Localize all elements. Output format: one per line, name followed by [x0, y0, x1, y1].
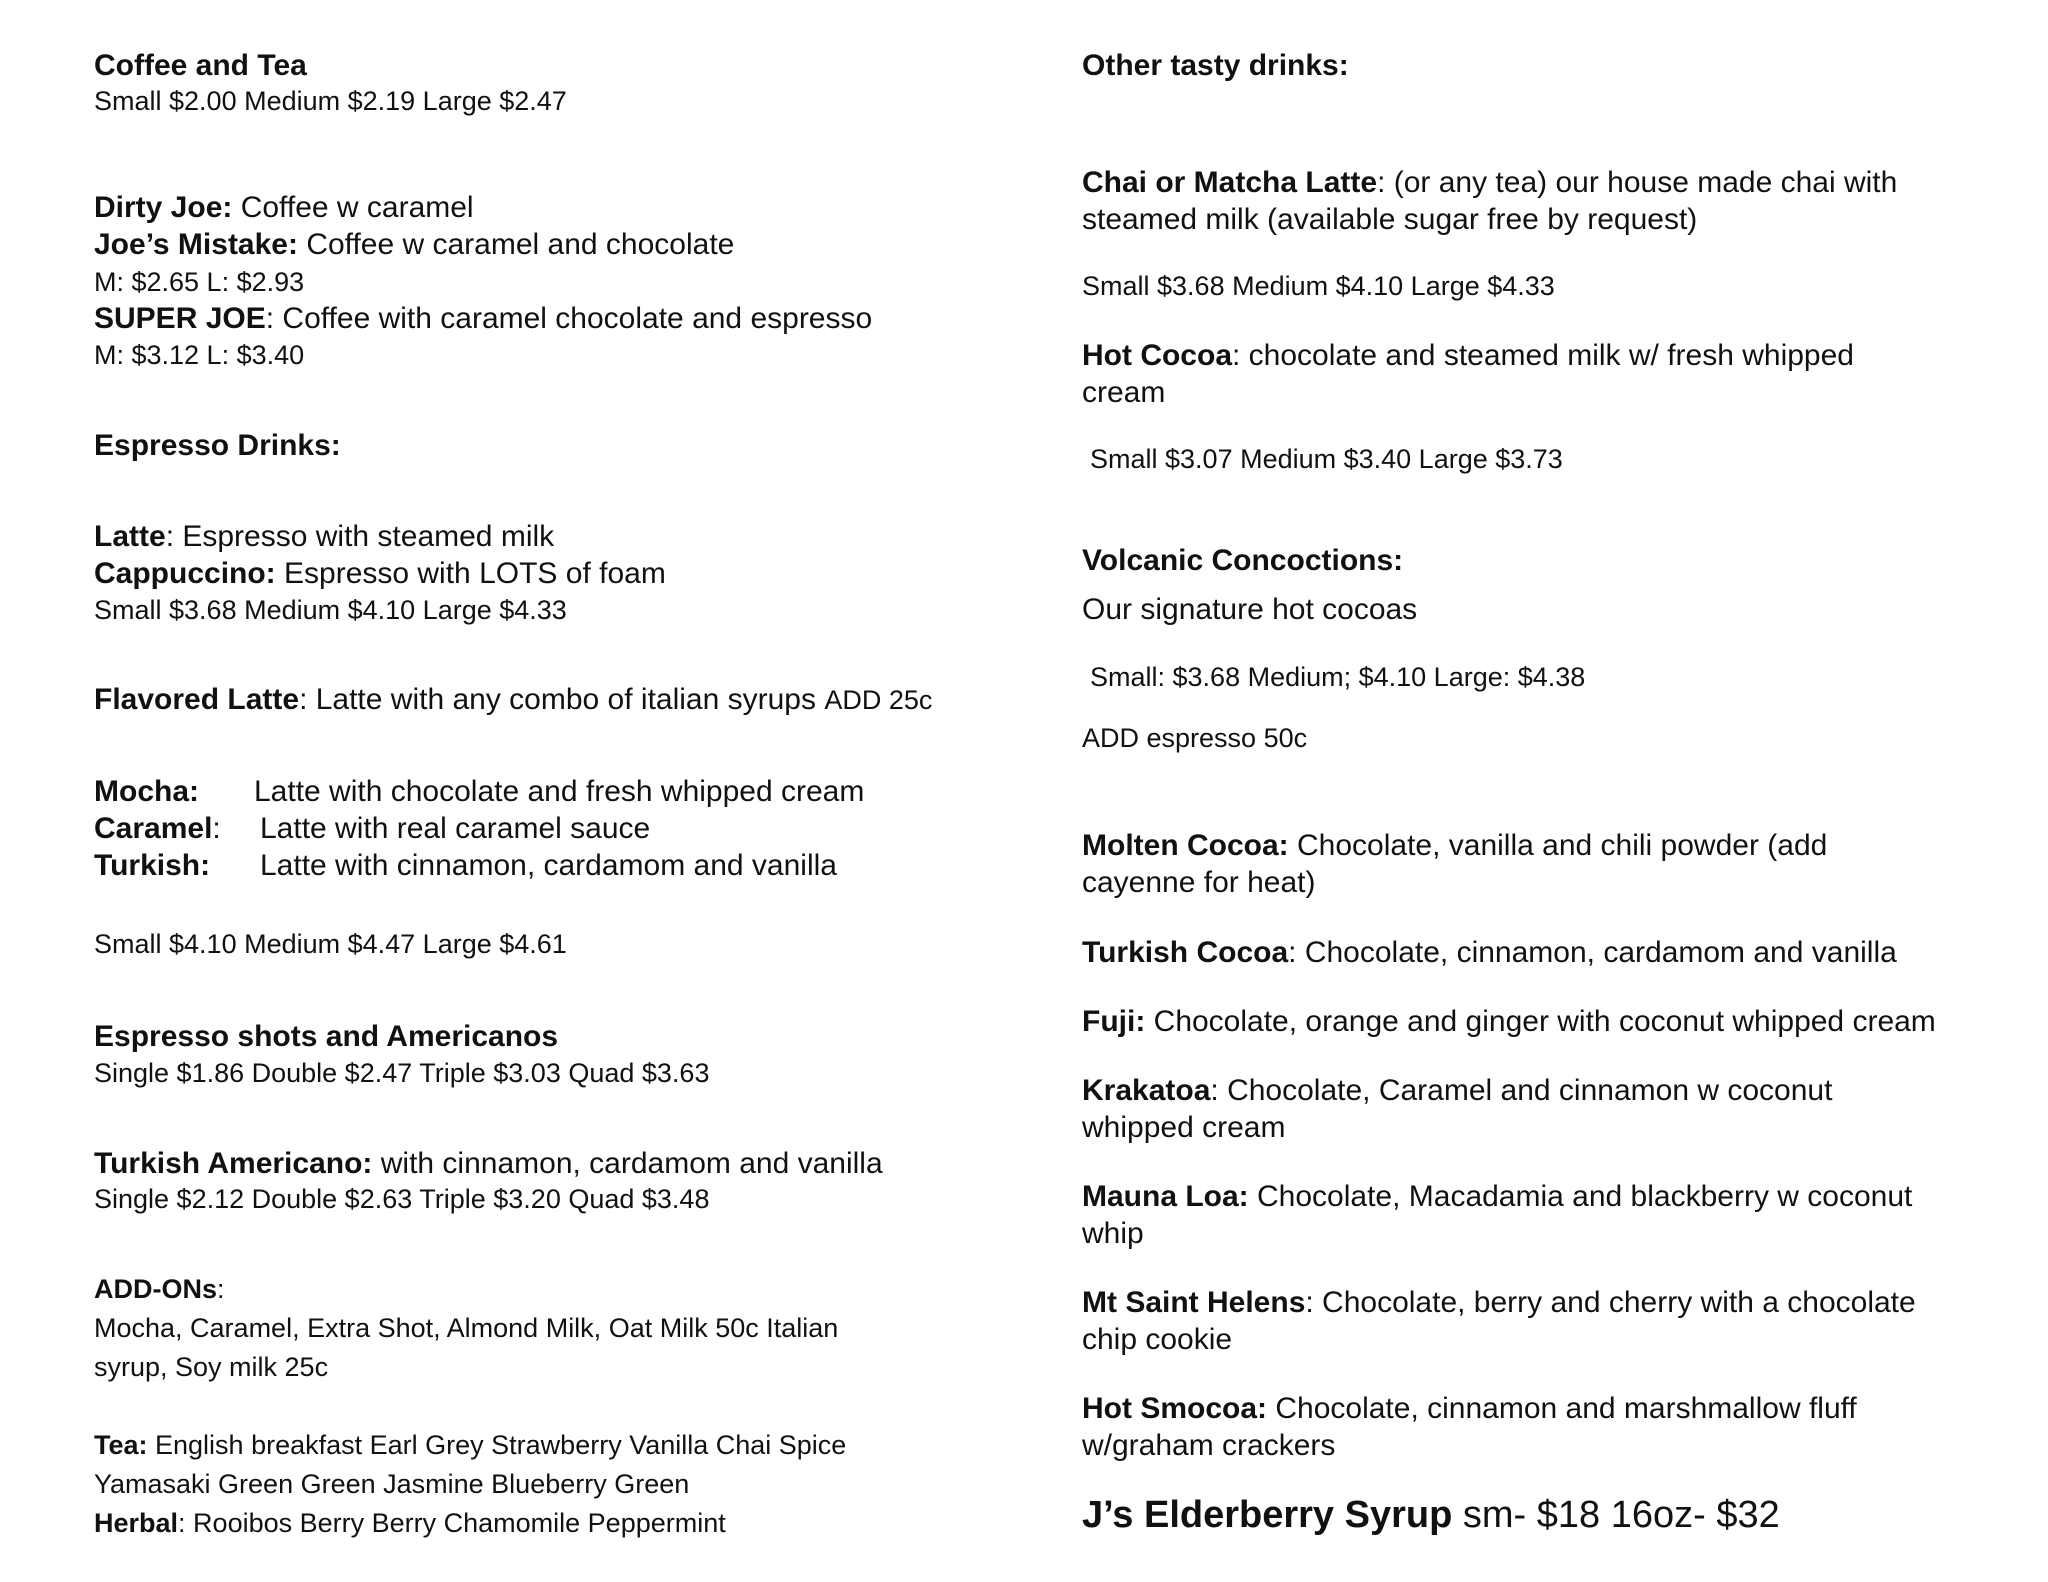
- fuji-desc: Chocolate, orange and ginger with coconut whipped cream: [1145, 1005, 1936, 1038]
- hot-cocoa-desc: : chocolate and steamed milk w/ fresh whipped: [1232, 339, 1854, 372]
- dirty-joe-desc: Coffee w caramel: [232, 191, 474, 224]
- herbal-label: Herbal: [94, 1508, 179, 1538]
- saint-helens-name: Mt Saint Helens: [1082, 1286, 1306, 1319]
- espresso-prices: Small $3.68 Medium $4.10 Large $4.33: [94, 595, 567, 625]
- tea-items: English breakfast Earl Grey Strawberry Vanilla Chai Spice: [147, 1430, 847, 1460]
- turkish: [94, 847, 837, 884]
- super-joe-desc: : Coffee with caramel chocolate and espresso: [265, 302, 873, 335]
- krakatoa-name: Krakatoa: [1082, 1074, 1211, 1107]
- coffee-tea-prices: Small $2.00 Medium $2.19 Large $2.47: [94, 86, 567, 116]
- krakatoa-desc: : Chocolate, Caramel and cinnamon w coconut: [1210, 1074, 1833, 1107]
- joes-mistake-name: Joe’s Mistake:: [94, 228, 298, 261]
- coffee-tea-title: Coffee and Tea: [94, 49, 307, 82]
- latte: [94, 518, 554, 555]
- hot-smocoa-line1: [1082, 1390, 1857, 1427]
- flavored-latte: [94, 681, 932, 719]
- flavored-latte-add: ADD 25c: [824, 685, 933, 715]
- mocha-name: Mocha:: [94, 775, 199, 808]
- hot-cocoa-name: Hot Cocoa: [1082, 339, 1232, 372]
- shots-title: Espresso shots and Americanos: [94, 1020, 559, 1053]
- hot-smocoa-name: Hot Smocoa:: [1082, 1392, 1268, 1425]
- turkish-americano-desc: with cinnamon, cardamom and vanilla: [372, 1147, 883, 1180]
- hot-cocoa-prices: Small $3.07 Medium $3.40 Large $3.73: [1090, 444, 1563, 474]
- joes-mistake: [94, 226, 734, 263]
- latte-desc: : Espresso with steamed milk: [165, 520, 555, 553]
- turkish-name: Turkish:: [94, 849, 211, 882]
- addons-line1: Mocha, Caramel, Extra Shot, Almond Milk, Oat Milk 50c Italian: [94, 1313, 839, 1343]
- saint-helens-line1: [1082, 1284, 1916, 1321]
- joes-mistake-desc: Coffee w caramel and chocolate: [297, 228, 735, 261]
- chai-line2: steamed milk (available sugar free by request): [1082, 203, 1698, 236]
- saint-helens-line2: chip cookie: [1082, 1323, 1233, 1356]
- herbal-line: [94, 1504, 726, 1543]
- elderberry-prices: sm- $18 16oz- $32: [1452, 1494, 1780, 1536]
- herbal-items: : Rooibos Berry Berry Chamomile Peppermint: [178, 1508, 726, 1538]
- turkish-americano-prices: Single $2.12 Double $2.63 Triple $3.20 Quad $3.48: [94, 1184, 710, 1214]
- molten-cocoa-line2: cayenne for heat): [1082, 866, 1316, 899]
- turkish-desc: Latte with cinnamon, cardamom and vanilla: [260, 849, 837, 882]
- flavored-prices: Small $4.10 Medium $4.47 Large $4.61: [94, 929, 567, 959]
- hot-cocoa-line1: [1082, 337, 1854, 374]
- cappuccino: [94, 555, 666, 592]
- krakatoa-line1: [1082, 1072, 1832, 1109]
- mocha-desc: Latte with chocolate and fresh whipped cream: [254, 775, 865, 808]
- turkish-americano: [94, 1145, 883, 1182]
- fuji-name: Fuji:: [1082, 1005, 1146, 1038]
- elderberry-name: J’s Elderberry Syrup: [1082, 1494, 1453, 1536]
- mauna-loa-line1: [1082, 1178, 1912, 1215]
- hot-cocoa-line2: cream: [1082, 376, 1166, 409]
- chai-desc: : (or any tea) our house made chai with: [1377, 166, 1898, 199]
- caramel-colon: :: [212, 812, 221, 845]
- chai-prices: Small $3.68 Medium $4.10 Large $4.33: [1082, 271, 1555, 301]
- caramel-desc: Latte with real caramel sauce: [260, 812, 651, 845]
- caramel: [94, 810, 650, 847]
- krakatoa-line2: whipped cream: [1082, 1111, 1286, 1144]
- dirty-joe-name: Dirty Joe:: [94, 191, 233, 224]
- mocha: [94, 773, 864, 810]
- chai-name: Chai or Matcha Latte: [1082, 166, 1378, 199]
- addons-colon: :: [217, 1274, 225, 1304]
- tea-line2: Yamasaki Green Green Jasmine Blueberry Green: [94, 1469, 690, 1499]
- cappuccino-desc: Espresso with LOTS of foam: [275, 557, 666, 590]
- molten-cocoa-line1: [1082, 827, 1827, 864]
- joes-mistake-prices: M: $2.65 L: $2.93: [94, 267, 305, 297]
- tea-label: Tea:: [94, 1430, 148, 1460]
- shots-prices: Single $1.86 Double $2.47 Triple $3.03 Quad $3.63: [94, 1058, 710, 1088]
- turkish-americano-name: Turkish Americano:: [94, 1147, 373, 1180]
- flavored-latte-name: Flavored Latte: [94, 683, 300, 716]
- super-joe: [94, 300, 872, 337]
- hot-smocoa-line2: w/graham crackers: [1082, 1429, 1336, 1462]
- flavored-latte-desc: : Latte with any combo of italian syrups: [299, 683, 825, 716]
- fuji: [1082, 1003, 1936, 1040]
- molten-cocoa-desc: Chocolate, vanilla and chili powder (add: [1288, 829, 1828, 862]
- molten-cocoa-name: Molten Cocoa:: [1082, 829, 1289, 862]
- volcanic-add-espresso: ADD espresso 50c: [1082, 723, 1308, 753]
- super-joe-prices: M: $3.12 L: $3.40: [94, 340, 305, 370]
- caramel-name: Caramel: [94, 812, 213, 845]
- cappuccino-name: Cappuccino:: [94, 557, 276, 590]
- addons-line2: syrup, Soy milk 25c: [94, 1352, 329, 1382]
- saint-helens-desc: : Chocolate, berry and cherry with a chocolate: [1305, 1286, 1916, 1319]
- addons-title: [94, 1270, 225, 1309]
- tea-line1: [94, 1426, 846, 1465]
- turkish-cocoa-name: Turkish Cocoa: [1082, 936, 1289, 969]
- hot-smocoa-desc: Chocolate, cinnamon and marshmallow fluff: [1267, 1392, 1857, 1425]
- espresso-drinks-title: Espresso Drinks:: [94, 429, 341, 462]
- turkish-cocoa-desc: : Chocolate, cinnamon, cardamom and vanilla: [1288, 936, 1897, 969]
- mauna-loa-name: Mauna Loa:: [1082, 1180, 1249, 1213]
- super-joe-name: SUPER JOE: [94, 302, 266, 335]
- latte-name: Latte: [94, 520, 166, 553]
- turkish-cocoa: [1082, 934, 1897, 971]
- addons-label: ADD-ONs: [94, 1274, 218, 1304]
- volcanic-title: Volcanic Concoctions:: [1082, 544, 1404, 577]
- mauna-loa-desc: Chocolate, Macadamia and blackberry w coconut: [1248, 1180, 1913, 1213]
- chai-line1: [1082, 164, 1897, 201]
- dirty-joe: [94, 189, 474, 226]
- volcanic-subtitle: Our signature hot cocoas: [1082, 593, 1418, 626]
- volcanic-prices: Small: $3.68 Medium; $4.10 Large: $4.38: [1090, 662, 1586, 692]
- other-drinks-title: Other tasty drinks:: [1082, 49, 1349, 82]
- mauna-loa-line2: whip: [1082, 1217, 1144, 1250]
- elderberry-syrup: [1082, 1492, 1780, 1538]
